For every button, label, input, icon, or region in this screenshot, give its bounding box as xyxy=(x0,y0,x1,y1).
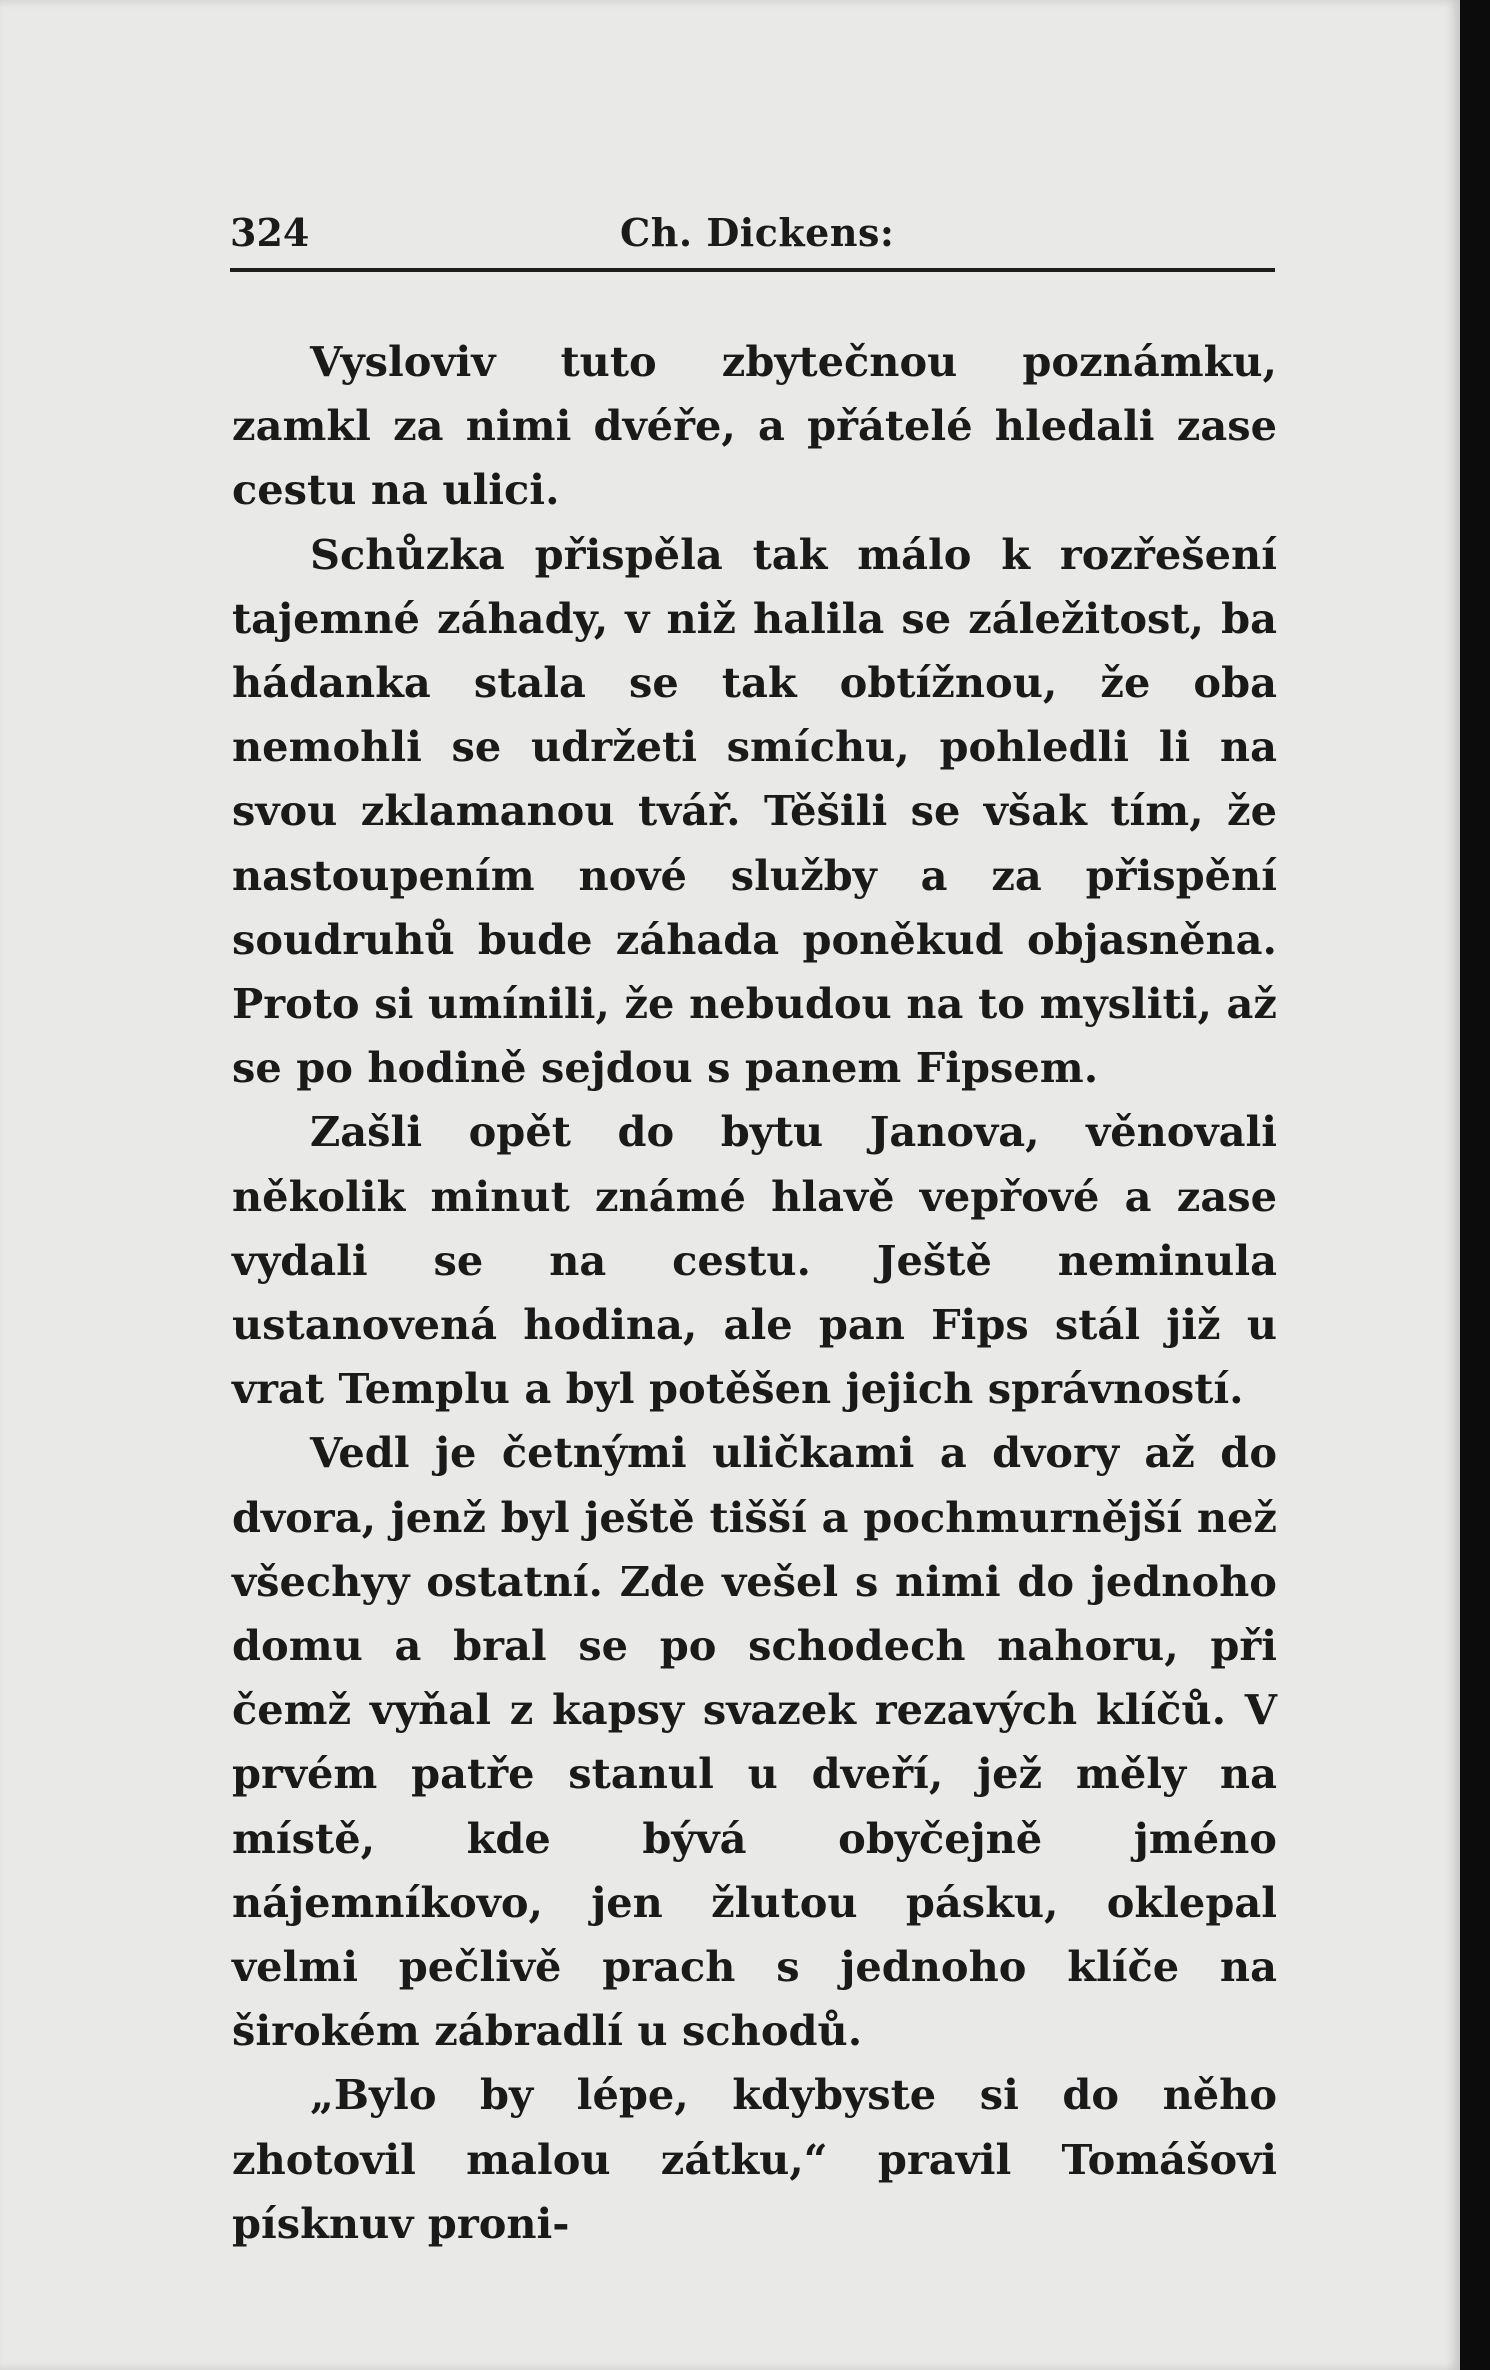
body-text xyxy=(232,330,1277,2256)
running-title: Ch. Dickens: xyxy=(620,210,895,255)
page-header xyxy=(230,210,1275,270)
page-number: 324 xyxy=(230,210,310,255)
paragraph: Schůzka přispěla tak málo k rozřešení tajemné záhady, v niž halila se záležitost, ba hádanka stala se tak obtížnou, že oba nemohli se udržeti smíchu, pohledli li na svou zklamanou tvář. Těšili se však tím, že nastoupením nové služby a za přispění soudruhů bude záhada poněkud objasněna. Proto si umínili, že nebudou na to mysliti, až se po hodině sejdou s panem Fipsem. xyxy=(232,529,1277,1093)
paragraph: Zašli opět do bytu Janova, věnovali několik minut známé hlavě vepřové a zase vydali se na cestu. Ještě neminula ustanovená hodina, ale pan Fips stál již u vrat Templu a byl potěšen jejich správností. xyxy=(232,1107,1277,1414)
paragraph: Vysloviv tuto zbytečnou poznámku, zamkl za nimi dvéře, a přátelé hledali zase cestu na ulici. xyxy=(232,337,1277,515)
page-edge xyxy=(1460,0,1490,2370)
paragraph: „Bylo by lépe, kdybyste si do něho zhotovil malou zátku,“ pravil Tomášovi písknuv proni- xyxy=(232,2070,1277,2248)
header-rule xyxy=(230,268,1275,272)
paragraph: Vedl je četnými uličkami a dvory až do dvora, jenž byl ještě tišší a pochmurnější než všechyy ostatní. Zde vešel s nimi do jednoho domu a bral se po schodech nahoru, při čemž vyňal z kapsy svazek rezavých klíčů. V prvém patře stanul u dveří, jež měly na místě, kde bývá obyčejně jméno nájemníkovo, jen žlutou pásku, oklepal velmi pečlivě prach s jednoho klíče na širokém zábradlí u schodů. xyxy=(232,1428,1277,2056)
